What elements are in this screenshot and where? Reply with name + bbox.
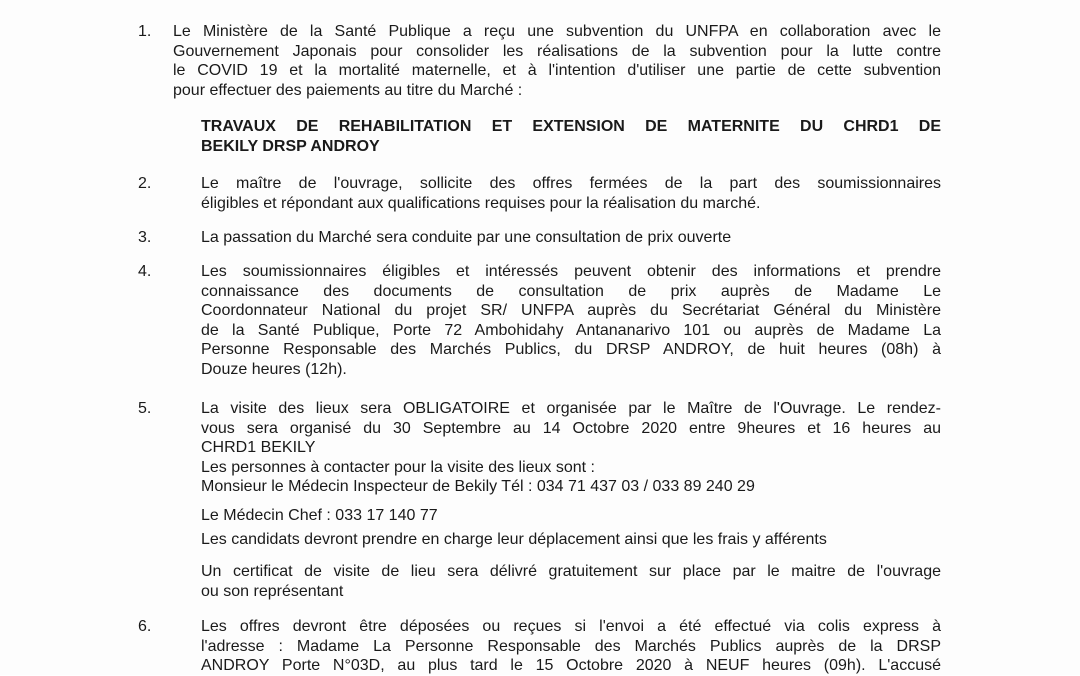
item-number: 3. bbox=[138, 229, 152, 246]
text-line: Les personnes à contacter pour la visite des lieux sont : bbox=[201, 458, 595, 476]
text-line: Les offres devront être déposées ou reçues si l'envoi a été effectué via colis express à bbox=[201, 618, 941, 635]
item-text bbox=[201, 228, 941, 248]
text-line: Le Ministère de la Santé Publique a reçu une subvention du UNFPA en collaboration avec le bbox=[173, 23, 941, 40]
item-text-costs bbox=[201, 530, 941, 550]
text-line: éligibles et répondant aux qualifications requises pour la réalisation du marché. bbox=[201, 194, 761, 212]
text-line: CHRD1 BEKILY bbox=[201, 439, 316, 456]
text-line: Un certificat de visite de lieu sera délivré gratuitement sur place par le maitre de l'ouvrage bbox=[201, 563, 941, 580]
text-line: Coordonnateur National du projet SR/ UNFPA auprès du Secrétariat Général du Ministère bbox=[201, 302, 941, 319]
text-line: connaissance des documents de consultation de prix auprès de Madame Le bbox=[201, 282, 941, 300]
contract-title-text bbox=[201, 117, 941, 156]
item-text bbox=[201, 262, 941, 379]
item-text bbox=[173, 22, 941, 100]
text-line: Les soumissionnaires éligibles et intéressés peuvent obtenir des informations et prendre bbox=[201, 263, 941, 280]
text-line: vous sera organisé du 30 Septembre au 14 Octobre 2020 entre 9heures et 16 heures au bbox=[201, 419, 941, 437]
text-line: La passation du Marché sera conduite par une consultation de prix ouverte bbox=[201, 229, 732, 246]
item-text-certificate bbox=[201, 562, 941, 601]
text-line: Le maître de l'ouvrage, sollicite des offres fermées de la part des soumissionnaires bbox=[201, 175, 941, 192]
text-line: Les candidats devront prendre en charge leur déplacement ainsi que les frais y afférents bbox=[201, 531, 827, 548]
text-line: Monsieur le Médecin Inspecteur de Bekily Tél : 034 71 437 03 / 033 89 240 29 bbox=[201, 478, 755, 495]
text-line: La visite des lieux sera OBLIGATOIRE et organisée par le Maître de l'Ouvrage. Le rendez- bbox=[201, 400, 941, 417]
title-line: BEKILY DRSP ANDROY bbox=[201, 137, 380, 155]
text-line: ANDROY Porte N°03D, au plus tard le 15 Octobre 2020 à NEUF heures (09h). L'accusé bbox=[201, 657, 941, 674]
item-text bbox=[201, 174, 941, 213]
title-line: TRAVAUX DE REHABILITATION ET EXTENSION DE MATERNITE DU CHRD1 DE bbox=[201, 118, 941, 135]
item-number: 5. bbox=[138, 400, 152, 417]
item-text-contact bbox=[201, 506, 941, 526]
item-text bbox=[201, 399, 941, 497]
item-number: 6. bbox=[138, 618, 152, 635]
text-line: Personne Responsable des Marchés Publics, du DRSP ANDROY, de huit heures (08h) à bbox=[201, 341, 941, 358]
text-line: de la Santé Publique, Porte 72 Ambohidahy Antananarivo 101 ou auprès de Madame La bbox=[201, 321, 941, 339]
text-line: l'adresse : Madame La Personne Responsable des Marchés Publics auprès de la DRSP bbox=[201, 637, 941, 655]
item-number: 1. bbox=[138, 23, 152, 40]
text-line: Gouvernement Japonais pour consolider les réalisations de la subvention pour la lutte contre bbox=[173, 42, 941, 60]
text-line: ou son représentant bbox=[201, 582, 344, 600]
text-line: Le Médecin Chef : 033 17 140 77 bbox=[201, 507, 438, 524]
text-line: le COVID 19 et la mortalité maternelle, et à l'intention d'utiliser une partie de cette subvention bbox=[173, 62, 941, 79]
text-line: pour effectuer des paiements au titre du Marché : bbox=[173, 81, 523, 99]
text-line: Douze heures (12h). bbox=[201, 360, 347, 378]
item-number: 4. bbox=[138, 263, 152, 280]
item-text bbox=[201, 617, 941, 676]
item-number: 2. bbox=[138, 175, 152, 192]
